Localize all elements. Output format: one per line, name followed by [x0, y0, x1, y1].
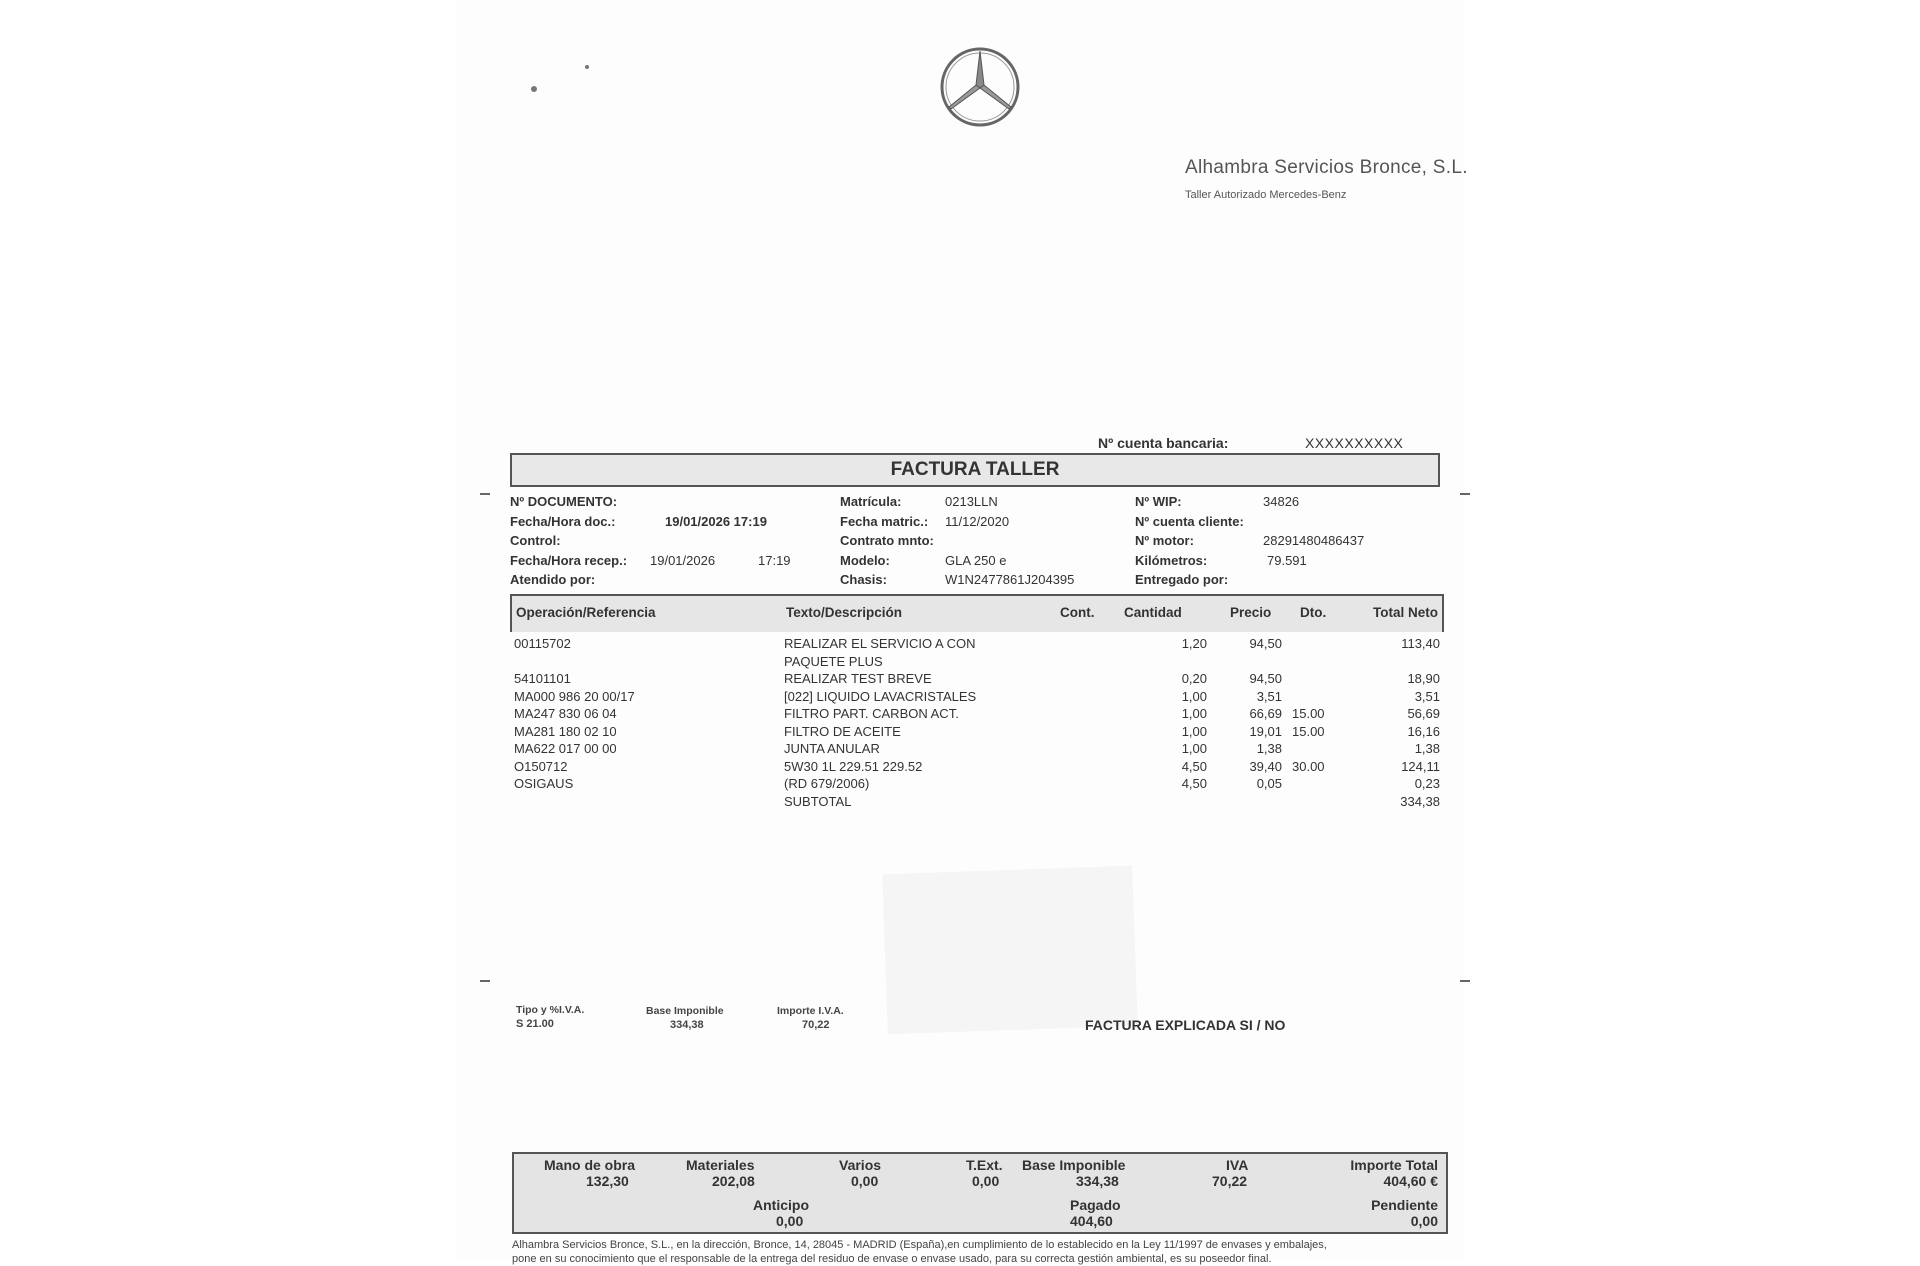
margin-tick: [480, 493, 490, 495]
item-ref: 54101101: [514, 671, 571, 686]
item-price: 66,69: [1249, 706, 1282, 721]
header-field: [840, 551, 1130, 571]
anticipo-label: Anticipo: [753, 1197, 809, 1213]
item-desc: (RD 679/2006): [784, 776, 870, 791]
field-label: Nº DOCUMENTO:: [510, 494, 618, 509]
field-value: 17:19: [758, 552, 791, 568]
table-row: [512, 776, 1442, 794]
table-row: [512, 636, 1442, 654]
legal-footer: [512, 1238, 1442, 1266]
header-field: [510, 531, 840, 551]
item-price: 3,51: [1256, 688, 1282, 704]
field-label: Fecha matric.:: [840, 513, 929, 529]
item-qty: 0,20: [1181, 671, 1207, 686]
item-price: 1,38: [1256, 741, 1282, 756]
pagado-value: 404,60: [1070, 1213, 1113, 1229]
base-label: Base Imponible: [1022, 1157, 1126, 1173]
field-value: GLA 250 e: [945, 552, 1007, 568]
table-row: [512, 759, 1442, 777]
table-row: [512, 654, 1442, 672]
table-row: [512, 671, 1442, 689]
field-label: Kilómetros:: [1135, 552, 1208, 568]
header-field: [840, 570, 1130, 590]
field-label: Fecha/Hora doc.:: [510, 513, 616, 529]
item-price: 94,50: [1249, 671, 1282, 686]
field-value: 79.591: [1267, 552, 1307, 568]
item-ref: MA000 986 20 00/17: [514, 688, 635, 704]
item-ref: 00115702: [514, 636, 571, 651]
item-total: 334,38: [1400, 793, 1440, 809]
margin-tick: [1460, 980, 1470, 982]
invoice-title: FACTURA TALLER: [510, 453, 1440, 487]
item-qty: 1,00: [1181, 741, 1207, 756]
item-desc: SUBTOTAL: [784, 793, 852, 809]
labor-label: Mano de obra: [544, 1157, 636, 1173]
tax-type-value: S 21.00: [516, 1018, 554, 1030]
footer-line: pone en su conocimiento que el responsable de la entrega del residuo de envase o envase usado, para su correcta gestión ambiental, es su poseedor final.: [512, 1253, 1272, 1265]
item-total: 56,69: [1407, 706, 1440, 721]
bank-account-value: XXXXXXXXXX: [1305, 435, 1404, 451]
materials-label: Materiales: [686, 1157, 755, 1173]
field-label: Nº cuenta cliente:: [1135, 513, 1244, 529]
item-desc: 5W30 1L 229.51 229.52: [784, 758, 923, 774]
tax-base-label: Base Imponible: [646, 1005, 724, 1017]
pendiente-value: 0,00: [1410, 1213, 1438, 1229]
margin-tick: [480, 980, 490, 982]
item-price: 94,50: [1249, 636, 1282, 651]
field-label: Control:: [510, 533, 561, 548]
field-label: Nº motor:: [1135, 533, 1194, 548]
col-total: Total Neto: [1373, 605, 1438, 620]
field-label: Nº WIP:: [1135, 494, 1182, 509]
field-value: 19/01/2026 17:19: [665, 513, 767, 529]
materials-value: 202,08: [712, 1173, 755, 1189]
tax-base-value: 334,38: [670, 1019, 704, 1031]
varios-label: Varios: [839, 1157, 882, 1173]
varios-value: 0,00: [851, 1173, 879, 1189]
item-total: 3,51: [1414, 688, 1440, 704]
item-qty: 1,20: [1181, 636, 1207, 651]
item-total: 16,16: [1407, 723, 1440, 739]
item-total: 1,38: [1414, 741, 1440, 756]
item-price: 0,05: [1256, 776, 1282, 791]
item-dto: 15.00: [1292, 706, 1325, 721]
faded-stamp: [882, 866, 1137, 1035]
margin-tick: [1460, 493, 1470, 495]
header-field: [510, 570, 840, 590]
anticipo-value: 0,00: [776, 1213, 804, 1229]
total-value: 404,60 €: [1383, 1173, 1438, 1189]
item-price: 19,01: [1249, 723, 1282, 739]
col-texto: Texto/Descripción: [786, 605, 903, 620]
item-desc: [022] LIQUIDO LAVACRISTALES: [784, 688, 977, 704]
item-total: 113,40: [1401, 636, 1440, 651]
col-precio: Precio: [1230, 605, 1272, 620]
item-ref: MA247 830 06 04: [514, 706, 617, 721]
totals-box: [512, 1152, 1448, 1234]
item-desc: PAQUETE PLUS: [784, 653, 883, 669]
invoice-explained: FACTURA EXPLICADA SI / NO: [1085, 1017, 1286, 1033]
field-label: Matrícula:: [840, 494, 902, 509]
header-field: [840, 492, 1130, 512]
field-label: Atendido por:: [510, 572, 596, 587]
header-field: [840, 512, 1130, 532]
item-dto: 30.00: [1292, 758, 1325, 774]
field-label: Contrato mnto:: [840, 533, 934, 548]
header-field: [1135, 531, 1435, 551]
item-qty: 4,50: [1181, 758, 1207, 774]
company-subtitle: Taller Autorizado Mercedes-Benz: [1185, 189, 1347, 201]
item-ref: MA281 180 02 10: [514, 723, 617, 739]
total-label: Importe Total: [1350, 1157, 1438, 1173]
scan-speck: [531, 86, 537, 92]
item-price: 39,40: [1249, 758, 1282, 774]
iva-value: 70,22: [1212, 1173, 1248, 1189]
bank-account-label: Nº cuenta bancaria:: [1098, 435, 1229, 451]
item-ref: MA622 017 00 00: [514, 741, 617, 756]
pagado-label: Pagado: [1070, 1197, 1121, 1213]
item-dto: 15.00: [1292, 723, 1325, 739]
items-table-header: [510, 594, 1444, 632]
header-column-3: [1135, 492, 1435, 590]
field-value: W1N2477861J204395: [945, 572, 1075, 587]
field-value: 0213LLN: [945, 494, 998, 509]
item-total: 0,23: [1414, 776, 1440, 791]
header-field: [510, 492, 840, 512]
text-label: T.Ext.: [966, 1157, 1003, 1173]
company-name: Alhambra Servicios Bronce, S.L.: [1185, 157, 1468, 178]
table-row: [512, 741, 1442, 759]
field-value: 34826: [1263, 494, 1300, 509]
items-table-body: [512, 636, 1442, 826]
iva-label: IVA: [1226, 1157, 1249, 1173]
item-desc: REALIZAR TEST BREVE: [784, 671, 932, 686]
tax-iva-value: 70,22: [802, 1019, 830, 1031]
header-field: [1135, 512, 1435, 532]
item-ref: OSIGAUS: [514, 776, 574, 791]
table-row-subtotal: [512, 794, 1442, 812]
field-label: Fecha/Hora recep.:: [510, 552, 628, 568]
table-row: [512, 706, 1442, 724]
scan-speck: [585, 65, 589, 69]
table-row: [512, 724, 1442, 742]
item-desc: JUNTA ANULAR: [784, 741, 880, 756]
item-desc: FILTRO DE ACEITE: [784, 723, 901, 739]
header-field: [510, 512, 840, 532]
table-row: [512, 689, 1442, 707]
item-ref: O150712: [514, 758, 568, 774]
field-value: 28291480486437: [1263, 533, 1365, 548]
header-field: [840, 531, 1130, 551]
base-value: 334,38: [1076, 1173, 1119, 1189]
text-value: 0,00: [972, 1173, 1000, 1189]
col-cantidad: Cantidad: [1124, 605, 1182, 620]
field-value: 11/12/2020: [945, 513, 1010, 529]
tax-type-label: Tipo y %I.V.A.: [516, 1004, 585, 1016]
field-value: 19/01/2026: [650, 552, 716, 568]
item-desc: FILTRO PART. CARBON ACT.: [784, 706, 959, 721]
header-field: [1135, 570, 1435, 590]
field-label: Entregado por:: [1135, 572, 1229, 587]
header-field: [1135, 551, 1435, 571]
item-qty: 1,00: [1181, 688, 1207, 704]
item-total: 18,90: [1407, 671, 1440, 686]
item-qty: 4,50: [1181, 776, 1207, 791]
item-desc: REALIZAR EL SERVICIO A CON: [784, 636, 976, 651]
col-operacion: Operación/Referencia: [516, 605, 656, 620]
footer-line: Alhambra Servicios Bronce, S.L., en la dirección, Bronce, 14, 28045 - MADRID (España),en cumplimiento de lo establecido en la Ley 11/1997 de envases y embalajes,: [512, 1239, 1327, 1251]
item-total: 124,11: [1401, 758, 1440, 774]
header-column-2: [840, 492, 1130, 590]
header-field: [1135, 492, 1435, 512]
labor-value: 132,30: [586, 1173, 629, 1189]
item-qty: 1,00: [1181, 706, 1207, 721]
mercedes-star-logo: [937, 46, 1023, 128]
item-qty: 1,00: [1181, 723, 1207, 739]
header-column-1: [510, 492, 840, 590]
col-dto: Dto.: [1300, 605, 1327, 620]
header-field: [510, 551, 840, 571]
pendiente-label: Pendiente: [1371, 1197, 1438, 1213]
field-label: Modelo:: [840, 552, 890, 568]
col-cont: Cont.: [1060, 605, 1095, 620]
tax-iva-label: Importe I.V.A.: [777, 1005, 844, 1017]
field-label: Chasis:: [840, 572, 887, 587]
